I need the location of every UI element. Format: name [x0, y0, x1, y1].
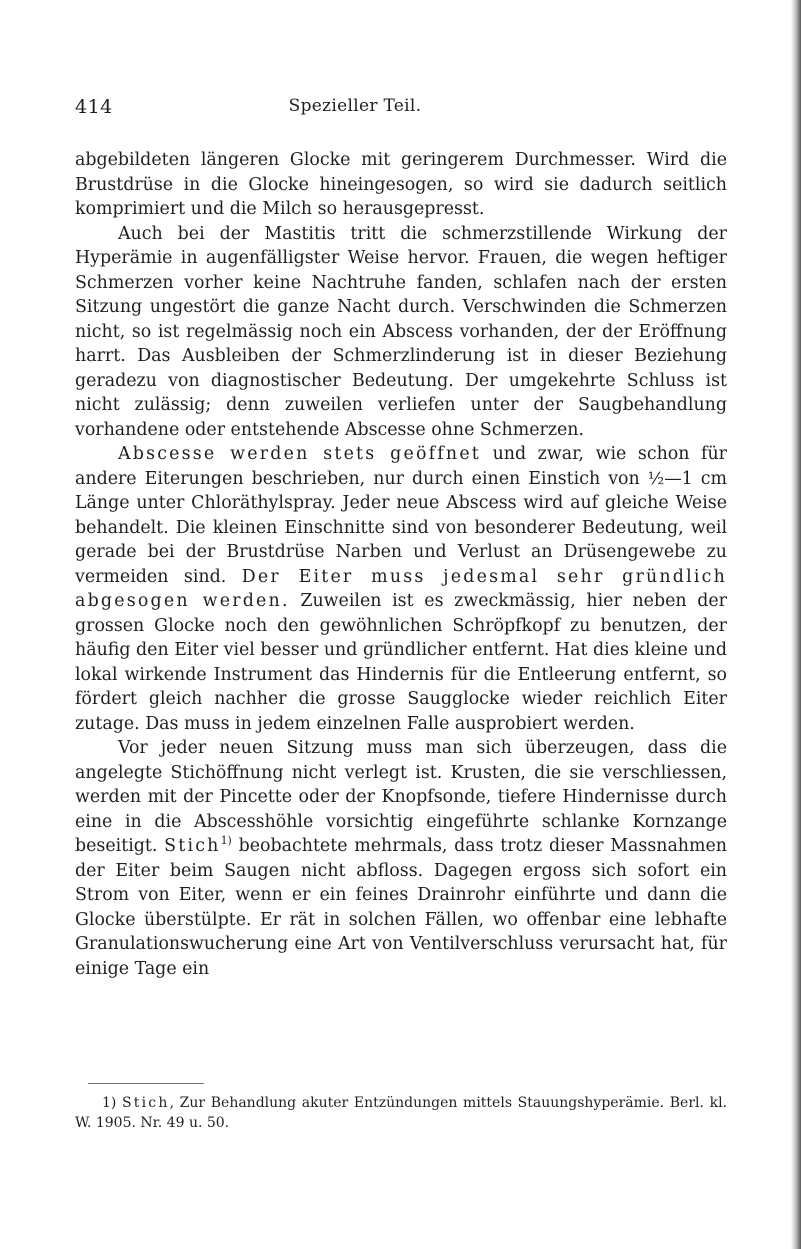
- text-run: beobachtete mehrmals, dass trotz dieser Massnahmen der Eiter beim Saugen nicht abfloss. Dagegen ergoss sich sofort ein Strom von Eiter, wenn er ein feines Drainrohr einführte und dann die Glocke überstülpte. Er rät in solchen Fällen, wo offenbar eine lebhafte Granulationswucherung eine Art von Ventilverschluss verursacht hat, für einige Tage ein: [75, 836, 727, 979]
- footnote-number: 1): [102, 1095, 123, 1111]
- paragraph: [75, 148, 727, 222]
- footnote-divider: [88, 1083, 204, 1084]
- text-run: abgebildeten längeren Glocke mit geringerem Durchmesser. Wird die Brustdrüse in die Glocke hineingesogen, so wird sie dadurch seitlich komprimiert und die Milch so herausgepresst.: [75, 150, 727, 219]
- author-name: Stich: [122, 1095, 170, 1111]
- body-text: [75, 148, 727, 981]
- page-header: [75, 96, 715, 126]
- paragraph: [75, 442, 727, 736]
- paragraph: [75, 736, 727, 981]
- footnotes: [75, 1093, 727, 1133]
- emphasized-text: Abscesse werden stets geöffnet: [118, 444, 481, 464]
- text-run: Vor jeder neuen Sitzung muss man sich überzeugen, dass die angelegte Stichöffnung nicht verlegt ist. Krusten, die sie verschliessen, werden mit der Pincette oder der Knopfsonde, tiefere Hindernisse durch eine in die Abscesshöhle vorsichtig eingeführte schlanke Kornzange beseitigt.: [75, 738, 727, 856]
- paragraph: [75, 222, 727, 443]
- text-run: —1 cm Länge unter Chloräthylspray. Jeder neue Abscess wird auf gleiche Weise behandelt. Die kleinen Einschnitte sind von besonderer Bedeutung, weil gerade bei der Brustdrüse Narben und Verlust an Drüsengewebe zu vermeiden sind.: [75, 468, 727, 587]
- page-edge-shadow: [791, 0, 801, 1249]
- page-number: 414: [75, 96, 113, 118]
- fraction-glyph: ½: [647, 468, 665, 489]
- footnote-text: , Zur Behandlung akuter Entzündungen mittels Stauungshyperämie. Berl. kl. W. 1905. Nr. 49 u. 50.: [75, 1095, 727, 1131]
- text-run: und zwar, wie schon für andere Eiterungen beschrieben, nur durch einen Einstich von: [75, 444, 727, 489]
- text-run: Auch bei der Mastitis tritt die schmerzstillende Wirkung der Hyperämie in augenfälligster Weise hervor. Frauen, die wegen heftiger Schmerzen vorher keine Nachtruhe fanden, schlafen nach der ersten Sitzung ungestört die ganze Nacht durch. Verschwinden die Schmerzen nicht, so ist regelmässig noch ein Abscess vorhanden, der der Eröffnung harrt. Das Ausbleiben der Schmerzlinderung ist in dieser Beziehung geradezu von diagnostischer Bedeutung. Der umgekehrte Schluss ist nicht zulässig; denn zuweilen verliefen unter der Saugbehandlung vorhandene oder entstehende Abscesse ohne Schmerzen.: [75, 223, 727, 440]
- footnote: [75, 1093, 727, 1133]
- text-run: Zuweilen ist es zweckmässig, hier neben der grossen Glocke noch den gewöhnlichen Schröpfkopf zu benutzen, der häufig den Eiter viel besser und gründlicher entfernt. Hat dies kleine und lokal wirkende Instrument das Hindernis für die Entleerung entfernt, so fördert gleich nachher die grosse Saugglocke wieder reichlich Eiter zutage. Das muss in jedem einzelnen Falle ausprobiert werden.: [75, 591, 727, 734]
- footnote-marker[interactable]: 1): [220, 834, 232, 848]
- running-head: Spezieller Teil.: [288, 96, 422, 116]
- emphasized-text: Der Eiter muss jedesmal sehr gründlich abgesogen werden.: [75, 566, 727, 611]
- author-name: Stich: [164, 836, 221, 856]
